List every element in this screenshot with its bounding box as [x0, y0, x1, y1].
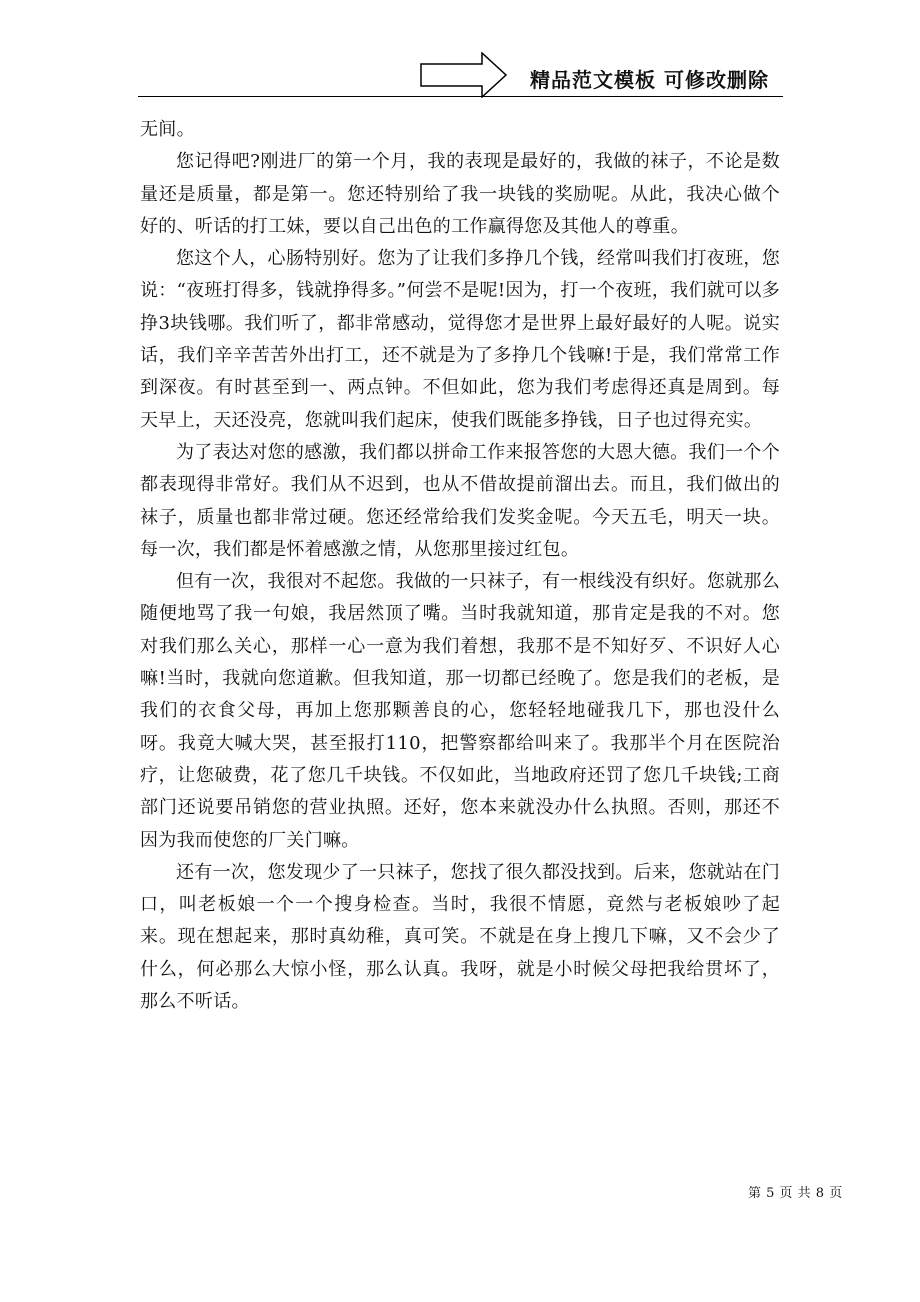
document-body: [140, 114, 780, 1018]
paragraph: 还有一次，您发现少了一只袜子，您找了很久都没找到。后来，您就站在门口，叫老板娘一个一个搜身检查。当时，我很不情愿，竟然与老板娘吵了起来。现在想起来，那时真幼稚，真可笑。不就是在身上搜几下嘛，又不会少了什么，何必那么大惊小怪，那么认真。我呀，就是小时候父母把我给贯坏了，那么不听话。: [140, 861, 780, 1013]
paragraph: 但有一次，我很对不起您。我做的一只袜子，有一根线没有织好。您就那么随便地骂了我一句娘，我居然顶了嘴。当时我就知道，那肯定是我的不对。您对我们那么关心，那样一心一意为我们着想，我那不是不知好歹、不识好人心嘛!当时，我就向您道歉。但我知道，那一切都已经晚了。您是我们的老板，是我们的衣食父母，再加上您那颗善良的心，您轻轻地碰我几下，那也没什么呀。我竟大喊大哭，甚至报打110，把警察都给叫来了。我那半个月在医院治疗，让您破费，花了您几千块钱。不仅如此，当地政府还罚了您几千块钱;工商部门还说要吊销您的营业执照。还好，您本来就没办什么执照。否则，那还不因为我而使您的厂关门嘛。: [140, 571, 780, 851]
paragraph: 无间。: [140, 119, 195, 140]
header-divider: [138, 96, 783, 97]
paragraph: 为了表达对您的感激，我们都以拼命工作来报答您的大恩大德。我们一个个都表现得非常好。我们从不迟到，也从不借故提前溜出去。而且，我们做出的袜子，质量也都非常过硬。您还经常给我们发奖金呢。今天五毛，明天一块。每一次，我们都是怀着感激之情，从您那里接过红包。: [140, 441, 780, 560]
header-arrow-icon: [420, 52, 508, 98]
header-title: 精品范文模板 可修改删除: [530, 68, 769, 92]
paragraph: 您记得吧?刚进厂的第一个月，我的表现是最好的，我做的袜子，不论是数量还是质量，都是第一。您还特别给了我一块钱的奖励呢。从此，我决心做个好的、听话的打工妹，要以自己出色的工作赢得您及其他人的尊重。: [140, 151, 780, 237]
paragraph: 您这个人，心肠特别好。您为了让我们多挣几个钱，经常叫我们打夜班，您说：“夜班打得多，钱就挣得多。”何尝不是呢!因为，打一个夜班，我们就可以多挣3块钱哪。我们听了，都非常感动，觉得您才是世界上最好最好的人呢。说实话，我们辛辛苦苦外出打工，还不就是为了多挣几个钱嘛!于是，我们常常工作到深夜。有时甚至到一、两点钟。不但如此，您为我们考虑得还真是周到。每天早上，天还没亮，您就叫我们起床，使我们既能多挣钱，日子也过得充实。: [140, 248, 780, 431]
page-number: 第 5 页 共 8 页: [748, 1186, 843, 1201]
